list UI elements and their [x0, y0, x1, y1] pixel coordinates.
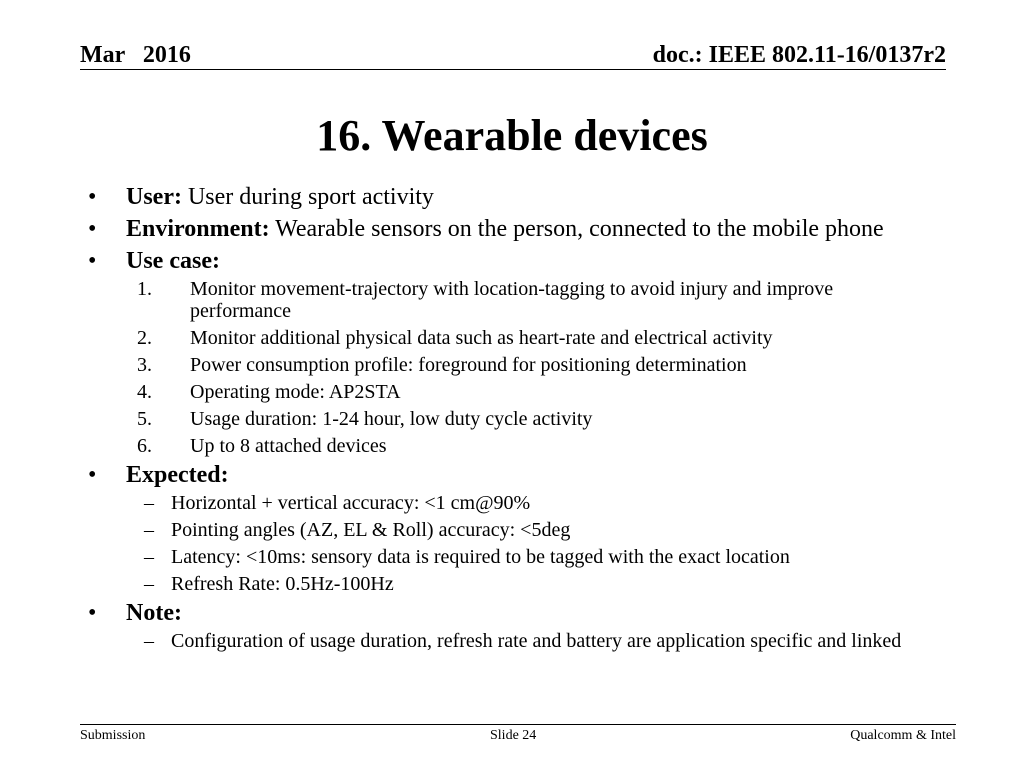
bullet-note: [0, 600, 1024, 626]
list-item: [0, 519, 1024, 541]
bullet-icon: •: [88, 462, 97, 488]
list-item: [0, 492, 1024, 514]
bullet-label: Use case:: [126, 248, 220, 274]
bullet-icon: •: [88, 216, 97, 242]
list-number: 3.: [137, 354, 152, 376]
list-item: [0, 435, 1024, 457]
footer-submission: Submission: [80, 728, 146, 743]
bullet-text: User during sport activity: [181, 184, 434, 210]
list-item: [0, 278, 1024, 322]
list-number: 4.: [137, 381, 152, 403]
bullet-label: Note:: [126, 600, 182, 626]
bullet-icon: •: [88, 248, 97, 274]
list-item: [0, 573, 1024, 595]
slide-title: 16. Wearable devices: [316, 111, 708, 160]
bullet-label: Expected:: [126, 462, 229, 488]
bullet-user: [0, 184, 1024, 210]
list-item: [0, 630, 1024, 652]
dash-icon: –: [144, 519, 154, 541]
list-number: 5.: [137, 408, 152, 430]
list-item: [0, 381, 1024, 403]
bullet-expected: [0, 462, 1024, 488]
header-divider: [80, 69, 946, 70]
bullet-use-case: [0, 248, 1024, 274]
slide-body: [0, 184, 1024, 657]
list-text: Horizontal + vertical accuracy: <1 cm@90%: [171, 492, 531, 514]
list-text: Power consumption profile: foreground for positioning determination: [190, 354, 747, 376]
bullet-label: Environment:: [126, 216, 270, 242]
bullet-icon: •: [88, 184, 97, 210]
list-text: Configuration of usage duration, refresh rate and battery are application specific and linked: [171, 630, 902, 652]
footer-authors: Qualcomm & Intel: [850, 728, 956, 743]
bullet-environment: [0, 216, 1024, 242]
bullet-icon: •: [88, 600, 97, 626]
list-text: Up to 8 attached devices: [190, 435, 387, 457]
list-text: Refresh Rate: 0.5Hz-100Hz: [171, 573, 394, 595]
footer-divider: [80, 724, 956, 725]
list-item: [0, 546, 1024, 568]
dash-icon: –: [144, 546, 154, 568]
footer-slide-number: Slide 24: [490, 728, 537, 743]
bullet-label: User:: [126, 184, 182, 210]
list-number: 6.: [137, 435, 152, 457]
list-text: Usage duration: 1-24 hour, low duty cycle activity: [190, 408, 593, 430]
header-doc-id: doc.: IEEE 802.11-16/0137r2: [652, 42, 946, 68]
list-number: 1.: [137, 278, 152, 300]
header-date: Mar 2016: [80, 42, 191, 68]
dash-icon: –: [144, 492, 154, 514]
bullet-text: Wearable sensors on the person, connected to the mobile phone: [269, 216, 884, 242]
list-text: Latency: <10ms: sensory data is required to be tagged with the exact location: [171, 546, 790, 568]
list-item: [0, 354, 1024, 376]
list-text: Operating mode: AP2STA: [190, 381, 401, 403]
list-text: Pointing angles (AZ, EL & Roll) accuracy: <5deg: [171, 519, 571, 541]
list-text: Monitor movement-trajectory with location-tagging to avoid injury and improve performance: [190, 278, 834, 322]
list-number: 2.: [137, 327, 152, 349]
dash-icon: –: [144, 630, 154, 652]
list-item: [0, 408, 1024, 430]
dash-icon: –: [144, 573, 154, 595]
list-text: Monitor additional physical data such as heart-rate and electrical activity: [190, 327, 773, 349]
list-item: [0, 327, 1024, 349]
